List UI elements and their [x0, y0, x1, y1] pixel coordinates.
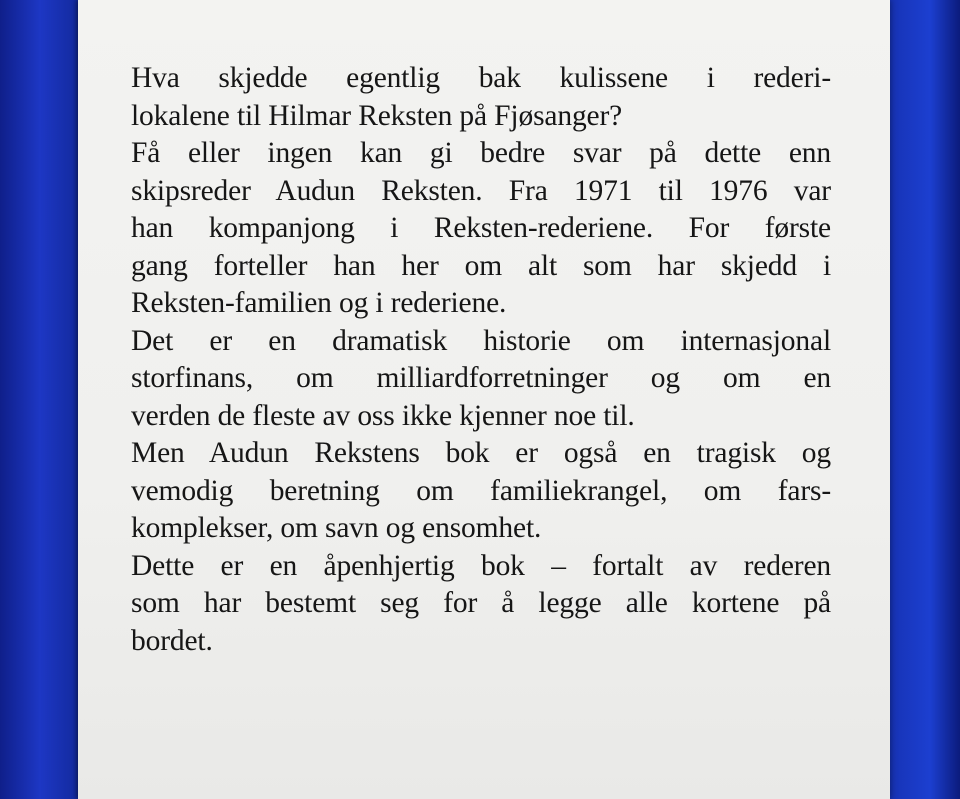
text-line: Men Audun Rekstens bok er også en tragisk og: [131, 437, 831, 469]
text-line: vemodig beretning om familiekrangel, om fars-: [131, 474, 831, 507]
book-back-cover: [78, 0, 890, 799]
text-line: som har bestemt seg for å legge alle kortene på: [131, 587, 831, 619]
text-line: skipsreder Audun Reksten. Fra 1971 til 1976 var: [131, 174, 831, 207]
text-line: komplekser, om savn og ensomhet.: [131, 512, 542, 544]
text-line: gang forteller han her om alt som har skjedd i: [131, 249, 831, 282]
text-line: Reksten-familien og i rederiene.: [131, 287, 507, 319]
text-line: Få eller ingen kan gi bedre svar på dette enn: [131, 137, 831, 169]
text-line: Dette er en åpenhjertig bok – fortalt av rederen: [131, 549, 831, 582]
text-line: bordet.: [131, 624, 213, 657]
text-line: lokalene til Hilmar Reksten på Fjøsanger?: [131, 99, 623, 132]
text-line: verden de fleste av oss ikke kjenner noe til.: [131, 399, 635, 432]
text-line: han kompanjong i Reksten-rederiene. For første: [131, 212, 831, 244]
text-line: storfinans, om milliardforretninger og om en: [131, 362, 831, 394]
text-line: Hva skjedde egentlig bak kulissene i rederi-: [131, 62, 831, 94]
blurb-text: [131, 60, 831, 660]
text-line: Det er en dramatisk historie om internasjonal: [131, 324, 831, 357]
